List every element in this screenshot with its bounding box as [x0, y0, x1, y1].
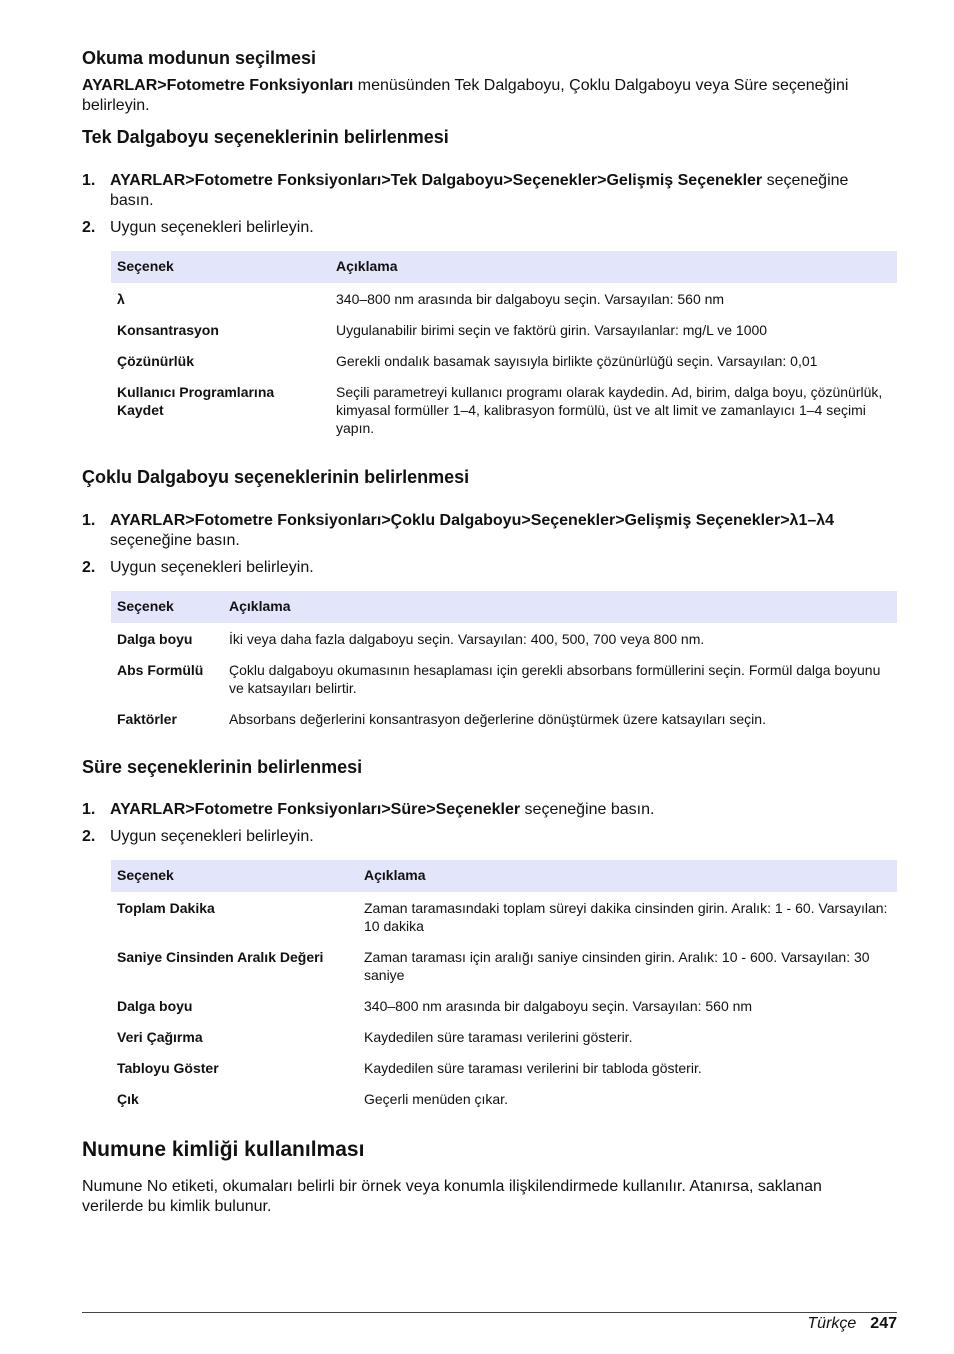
time-options-steps [82, 800, 882, 854]
table-row [111, 1021, 897, 1052]
menu-path: AYARLAR>Fotometre Fonksiyonları>Çoklu Dalgaboyu>Seçenekler>Gelişmiş Seçenekler>λ1–λ4 [110, 512, 835, 529]
option-name: Kullanıcı Programlarına Kaydet [117, 384, 275, 418]
step-number: 1. [82, 172, 96, 189]
table-row [111, 345, 897, 376]
reading-mode-heading: Okuma modunun seçilmesi [82, 48, 317, 68]
option-name: Dalga boyu [117, 631, 193, 647]
table-row [111, 990, 897, 1021]
option-name: Toplam Dakika [117, 900, 215, 916]
step-number: 2. [82, 828, 96, 845]
table-row [111, 703, 897, 734]
step-text: Uygun seçenekleri belirleyin. [110, 828, 314, 845]
option-description: İki veya daha fazla dalgaboyu seçin. Varsayılan: 400, 500, 700 veya 800 nm. [229, 631, 705, 647]
single-wavelength-heading: Tek Dalgaboyu seçeneklerinin belirlenmesi [82, 127, 449, 147]
time-options-heading: Süre seçeneklerinin belirlenmesi [82, 757, 363, 777]
step-text: Uygun seçenekleri belirleyin. [110, 219, 314, 236]
single-options-table [111, 251, 897, 443]
option-description: Seçili parametreyi kullanıcı programı olarak kaydedin. Ad, birim, dalga boyu, çözünürlük, kimyasal formüller 1–4, kalibrasyon formülü, üst ve alt limit ve zamanlayıcı 1–4 seçimi yapın. [336, 384, 883, 436]
multi-wavelength-steps [82, 511, 882, 585]
step-text: seçeneğine basın. [520, 801, 655, 818]
column-header-option: Seçenek [111, 591, 223, 623]
option-description: Zaman taraması için aralığı saniye cinsinden girin. Aralık: 10 - 600. Varsayılan: 30 saniye [364, 949, 870, 983]
option-description: Çoklu dalgaboyu okumasının hesaplaması için gerekli absorbans formüllerini seçin. Formül dalga boyunu ve katsayıları belirtir. [229, 662, 881, 696]
footer-language: Türkçe [807, 1315, 857, 1332]
option-name: Tabloyu Göster [117, 1060, 219, 1076]
column-header-description: Açıklama [223, 591, 897, 623]
table-row [111, 1083, 897, 1114]
table-row [111, 941, 897, 990]
step-item [82, 800, 882, 820]
table-header-row [111, 860, 897, 892]
single-wavelength-steps [82, 171, 882, 245]
option-description: Kaydedilen süre taraması verilerini bir tabloda gösterir. [364, 1060, 702, 1076]
column-header-description: Açıklama [358, 860, 897, 892]
step-text: Uygun seçenekleri belirleyin. [110, 559, 314, 576]
step-item [82, 218, 882, 238]
table-row [111, 314, 897, 345]
table-row [111, 623, 897, 654]
menu-path: AYARLAR>Fotometre Fonksiyonları [82, 77, 354, 94]
table-row [111, 283, 897, 314]
table-header-row [111, 591, 897, 623]
reading-mode-paragraph [82, 76, 882, 116]
table-row [111, 654, 897, 703]
option-name: Faktörler [117, 711, 177, 727]
step-number: 2. [82, 219, 96, 236]
option-name: Çık [117, 1091, 139, 1107]
option-description: Gerekli ondalık basamak sayısıyla birlikte çözünürlüğü seçin. Varsayılan: 0,01 [336, 353, 818, 369]
option-name: Saniye Cinsinden Aralık Değeri [117, 949, 324, 965]
multi-wavelength-heading: Çoklu Dalgaboyu seçeneklerinin belirlenmesi [82, 467, 470, 487]
column-header-description: Açıklama [330, 251, 897, 283]
page-number: 247 [870, 1315, 897, 1332]
step-number: 1. [82, 801, 96, 818]
step-number: 1. [82, 512, 96, 529]
table-header-row [111, 251, 897, 283]
option-name: λ [117, 291, 125, 307]
step-text: seçeneğine basın. [110, 172, 849, 209]
option-name: Dalga boyu [117, 998, 193, 1014]
option-description: 340–800 nm arasında bir dalgaboyu seçin. Varsayılan: 560 nm [364, 998, 753, 1014]
table-row [111, 892, 897, 941]
time-options-table [111, 860, 897, 1114]
footer-divider [82, 1312, 897, 1313]
step-text: seçeneğine basın. [110, 532, 240, 549]
option-name: Konsantrasyon [117, 322, 219, 338]
step-number: 2. [82, 559, 96, 576]
multi-options-table [111, 591, 897, 734]
reading-mode-text: menüsünden Tek Dalgaboyu, Çoklu Dalgaboyu veya Süre seçeneğini belirleyin. [82, 77, 849, 114]
option-description: Zaman taramasındaki toplam süreyi dakika cinsinden girin. Aralık: 1 - 60. Varsayılan: 10 dakika [364, 900, 888, 934]
sample-id-paragraph: Numune No etiketi, okumaları belirli bir örnek veya konumla ilişkilendirmede kullanılır. Atanırsa, saklanan verilerde bu kimlik bulunur. [82, 1178, 822, 1215]
column-header-option: Seçenek [111, 860, 358, 892]
option-name: Çözünürlük [117, 353, 194, 369]
option-description: Geçerli menüden çıkar. [364, 1091, 508, 1107]
step-item [82, 511, 882, 551]
option-name: Veri Çağırma [117, 1029, 203, 1045]
column-header-option: Seçenek [111, 251, 330, 283]
option-description: Kaydedilen süre taraması verilerini gösterir. [364, 1029, 633, 1045]
step-item [82, 558, 882, 578]
option-description: Absorbans değerlerini konsantrasyon değerlerine dönüştürmek üzere katsayıları seçin. [229, 711, 766, 727]
option-description: 340–800 nm arasında bir dalgaboyu seçin. Varsayılan: 560 nm [336, 291, 725, 307]
step-item [82, 171, 882, 211]
table-row [111, 1052, 897, 1083]
page-footer [807, 1314, 897, 1334]
menu-path: AYARLAR>Fotometre Fonksiyonları>Süre>Seçenekler [110, 801, 521, 818]
option-name: Abs Formülü [117, 662, 204, 678]
step-item [82, 827, 882, 847]
table-row [111, 376, 897, 443]
menu-path: AYARLAR>Fotometre Fonksiyonları>Tek Dalgaboyu>Seçenekler>Gelişmiş Seçenekler [110, 172, 763, 189]
option-description: Uygulanabilir birimi seçin ve faktörü girin. Varsayılanlar: mg/L ve 1000 [336, 322, 768, 338]
sample-id-heading: Numune kimliği kullanılması [82, 1138, 365, 1161]
